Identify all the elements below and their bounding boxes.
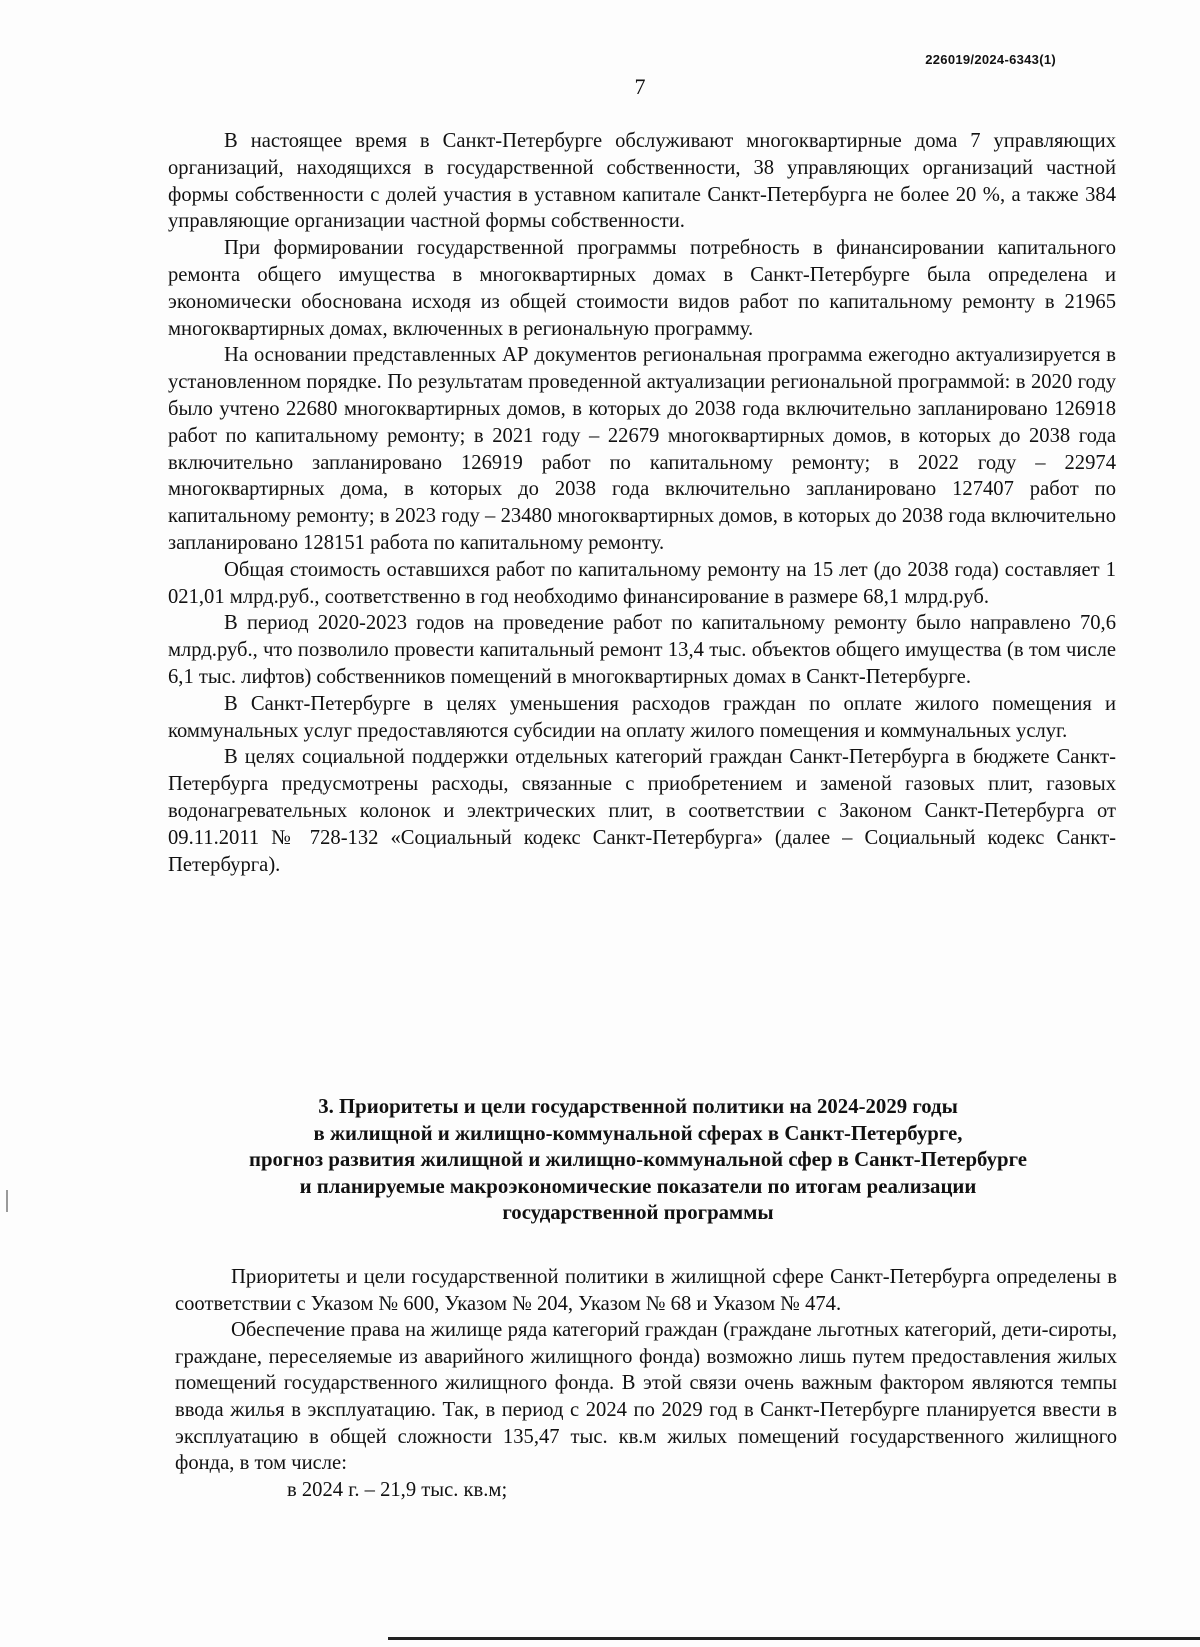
page-number: 7 <box>634 74 646 99</box>
paragraph-financing-needs: При формировании государственной программы потребность в финансировании капитального ремонта общего имущества в многоквартирных домах в Санкт-Петербурге была определена и экономически обоснована исходя из общей стоимости видов работ по капитальному ремонту в 21965 многоквартирных домах, включенных в региональную программу. <box>168 237 1116 340</box>
section-heading-line: и планируемые макроэкономические показатели по итогам реализации <box>299 1174 977 1198</box>
paragraph-subsidies: В Санкт-Петербурге в целях уменьшения расходов граждан по оплате жилого помещения и коммунальных услуг предоставляются субсидии на оплату жилого помещения и коммунальных услуг. <box>168 692 1116 742</box>
section-heading-line: государственной программы <box>502 1201 774 1224</box>
paragraph-management-organizations: В настоящее время в Санкт-Петербурге обслуживают многоквартирные дома 7 управляющих организаций, находящихся в государственной собственности, 38 управляющих организаций частной формы собственности с долей участия в уставном капитале Санкт-Петербурга не более 20 %, а также 384 управляющие организации частной формы собственности. <box>168 130 1116 233</box>
section-body <box>175 1264 1117 1503</box>
paragraph-total-cost: Общая стоимость оставшихся работ по капитальному ремонту на 15 лет (до 2038 года) составляет 1 021,01 млрд.руб., соответственно в год необходимо финансирование в размере 68,1 млрд.руб. <box>168 558 1116 608</box>
paragraph-program-actualization: На основании представленных АР документов региональная программа ежегодно актуализируется в установленном порядке. По результатам проведенной актуализации региональной программой: в 2020 году было учтено 22680 многоквартирных домов, в которых до 2038 года включительно запланировано 126918 работ по капитальному ремонту; в 2021 году – 22679 многоквартирных домов, в которых до 2038 года включительно запланировано 126919 работ по капитальному ремонту; в 2022 году – 22974 многоквартирных дома, в которых до 2038 года включительно запланировано 127407 работ по капитальному ремонту; в 2023 году – 23480 многоквартирных домов, в которых до 2038 года включительно запланировано 128151 работа по капитальному ремонту. <box>168 344 1116 554</box>
scan-bottom-rule <box>388 1637 1200 1640</box>
list-item: в 2024 г. – 21,9 тыс. кв.м; <box>287 1478 508 1501</box>
paragraph-priorities: Приоритеты и цели государственной политики в жилищной сфере Санкт-Петербурга определены в соответствии с Указом № 600, Указом № 204, Указом № 68 и Указом № 474. <box>175 1266 1117 1315</box>
section-heading-line: прогноз развития жилищной и жилищно-коммунальной сфер в Санкт-Петербурге <box>248 1148 1028 1171</box>
scan-edge-mark <box>6 1190 8 1212</box>
section-heading-line: в жилищной и жилищно-коммунальной сферах в Санкт-Петербурге, <box>313 1121 963 1145</box>
paragraph-period-results: В период 2020-2023 годов на проведение работ по капитальному ремонту было направлено 70,6 млрд.руб., что позволило провести капитальный ремонт 13,4 тыс. объектов общего имущества (в том числе 6,1 тыс. лифтов) собственников помещений в многоквартирных домах в Санкт-Петербурге. <box>168 612 1116 688</box>
section-heading <box>168 1094 1108 1227</box>
paragraph-housing-rights: Обеспечение права на жилище ряда категорий граждан (граждане льготных категорий, дети-сироты, граждане, переселяемые из аварийного жилищного фонда) возможно лишь путем предоставления жилых помещений государственного жилищного фонда. В этой связи очень важным фактором являются темпы ввода жилья в эксплуатацию. Так, в период с 2024 по 2029 год в Санкт-Петербурге планируется ввести в эксплуатацию в общей сложности 135,47 тыс. кв.м жилых помещений государственного жилищного фонда, в том числе: <box>175 1319 1117 1475</box>
document-registration-number: 226019/2024-6343(1) <box>925 52 1056 67</box>
paragraph-social-support: В целях социальной поддержки отдельных категорий граждан Санкт-Петербурга в бюджете Санкт-Петербурга предусмотрены расходы, связанные с приобретением и заменой газовых плит, газовых водонагревательных колонок и электрических плит, в соответствии с Законом Санкт-Петербурга от 09.11.2011 № 728-132 «Социальный кодекс Санкт-Петербурга» (далее – Социальный кодекс Санкт-Петербурга). <box>168 746 1116 876</box>
body-text <box>168 128 1116 878</box>
section-heading-line: 3. Приоритеты и цели государственной политики на 2024-2029 годы <box>318 1095 958 1118</box>
